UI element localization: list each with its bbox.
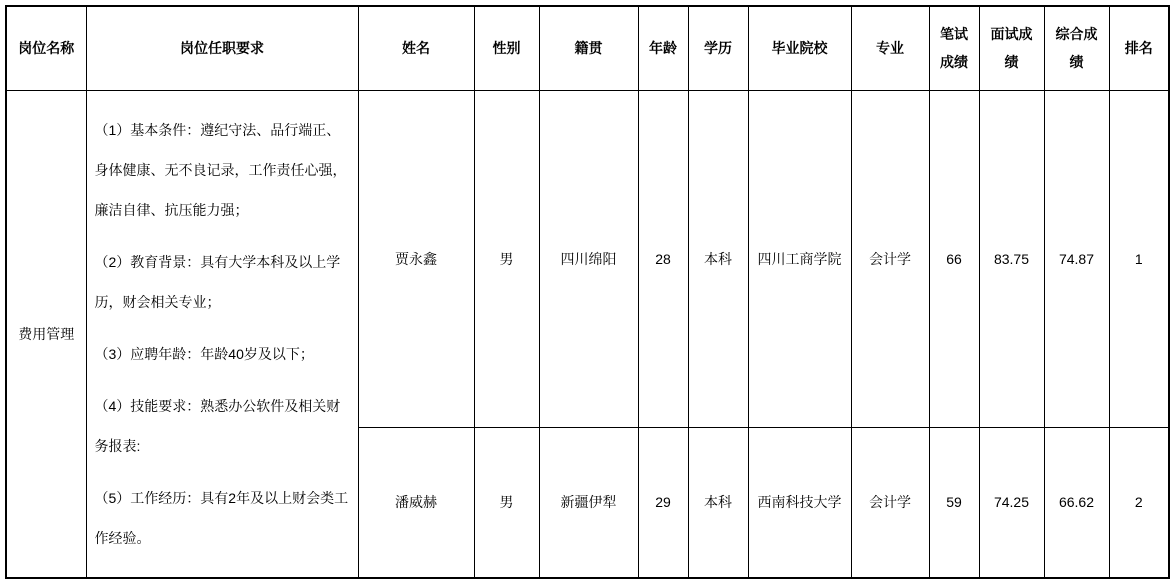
cell-education-1: 本科 [688, 90, 748, 427]
cell-overall-score-2: 66.62 [1044, 427, 1109, 578]
header-written-score: 笔试成绩 [929, 6, 979, 90]
header-native-place: 籍贯 [539, 6, 638, 90]
cell-position-name: 费用管理 [6, 90, 86, 578]
cell-native-place-1: 四川绵阳 [539, 90, 638, 427]
cell-interview-score-1: 83.75 [979, 90, 1044, 427]
cell-native-place-2: 新疆伊犁 [539, 427, 638, 578]
cell-age-2: 29 [638, 427, 688, 578]
header-interview-score: 面试成绩 [979, 6, 1044, 90]
header-education: 学历 [688, 6, 748, 90]
header-major: 专业 [851, 6, 929, 90]
cell-major-2: 会计学 [851, 427, 929, 578]
header-gender: 性别 [474, 6, 539, 90]
header-rank: 排名 [1109, 6, 1169, 90]
requirement-item-5: （5）工作经历：具有2年及以上财会类工作经验。 [94, 489, 349, 546]
requirement-item-1: （1）基本条件：遵纪守法、品行端正、身体健康、无不良记录，工作责任心强，廉洁自律、抗压能力强； [94, 121, 347, 218]
recruitment-results-table [5, 5, 1170, 579]
header-position-name: 岗位名称 [6, 6, 86, 90]
header-school: 毕业院校 [748, 6, 851, 90]
header-row [6, 6, 1169, 90]
candidate-row-1 [6, 90, 1169, 427]
cell-school-2: 西南科技大学 [748, 427, 851, 578]
cell-name-1: 贾永鑫 [358, 90, 474, 427]
header-overall-score: 综合成绩 [1044, 6, 1109, 90]
cell-overall-score-1: 74.87 [1044, 90, 1109, 427]
cell-gender-1: 男 [474, 90, 539, 427]
cell-rank-1: 1 [1109, 90, 1169, 427]
cell-name-2: 潘威赫 [358, 427, 474, 578]
cell-major-1: 会计学 [851, 90, 929, 427]
cell-written-score-2: 59 [929, 427, 979, 578]
cell-interview-score-2: 74.25 [979, 427, 1044, 578]
cell-rank-2: 2 [1109, 427, 1169, 578]
cell-age-1: 28 [638, 90, 688, 427]
cell-school-1: 四川工商学院 [748, 90, 851, 427]
cell-education-2: 本科 [688, 427, 748, 578]
header-name: 姓名 [358, 6, 474, 90]
cell-written-score-1: 66 [929, 90, 979, 427]
header-requirements: 岗位任职要求 [86, 6, 358, 90]
cell-requirements [86, 90, 358, 578]
cell-gender-2: 男 [474, 427, 539, 578]
requirement-item-3: （3）应聘年龄：年龄40岁及以下； [94, 345, 314, 362]
header-age: 年龄 [638, 6, 688, 90]
requirement-item-2: （2）教育背景：具有大学本科及以上学历，财会相关专业； [94, 253, 341, 310]
requirement-item-4: （4）技能要求：熟悉办公软件及相关财务报表: [94, 397, 341, 454]
